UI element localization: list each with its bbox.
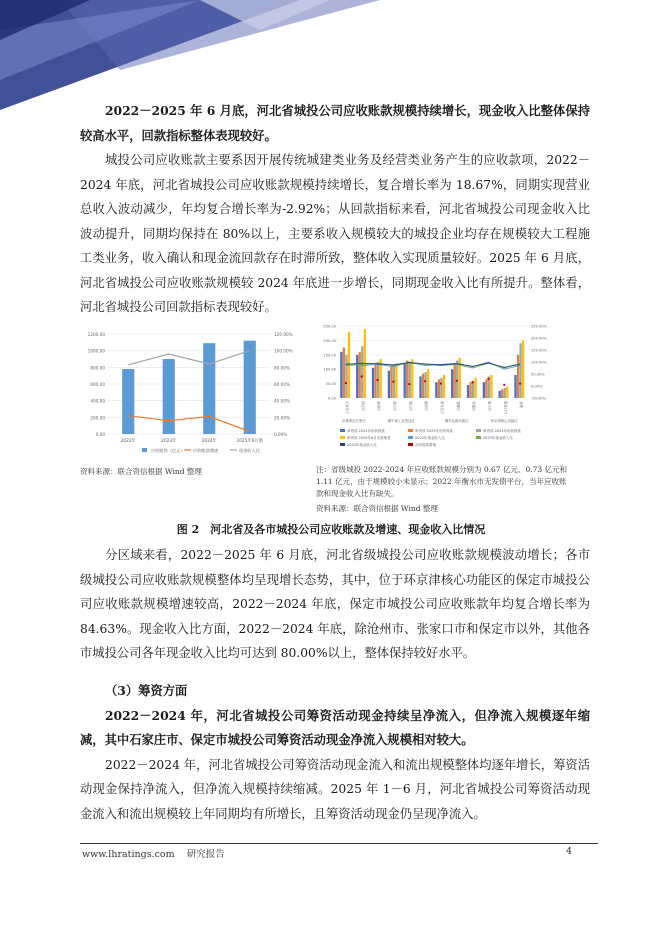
x-group-label: 环京津核心功能区 <box>490 419 518 423</box>
bar <box>469 382 471 398</box>
y-right-tick: 80.00% <box>274 365 290 371</box>
bar <box>485 379 487 398</box>
legend-swatch <box>408 436 413 439</box>
x-tick-label: 沧州市 <box>376 401 381 412</box>
x-tick-label: 廊坊市 <box>424 401 429 412</box>
y-left-tick: 0.00 <box>327 396 336 401</box>
legend-swatch <box>476 429 481 432</box>
section-2 <box>80 543 590 666</box>
bar <box>467 385 469 398</box>
right-chart-note: 注：省级城投 2022-2024 年应收账款规模分别为 0.67 亿元、0.73 亿元和 1.11 亿元，由于规模较小未显示；2022 年衡水市无发债平台，当年应收账款和现金收入比有缺失。 <box>316 465 568 498</box>
x-tick-label: 省级 <box>519 401 524 408</box>
bar <box>361 346 363 398</box>
legend-swatch <box>408 429 413 432</box>
y-right-tick: 100.00% <box>531 360 547 365</box>
y-right-tick: 150.00% <box>531 348 547 353</box>
bar <box>340 352 342 398</box>
scatter-point <box>408 383 410 385</box>
legend-label: 单列项 2022年应收账款 <box>347 429 386 433</box>
y-right-tick: 0.00% <box>531 384 543 389</box>
legend-swatch <box>142 448 147 452</box>
legend-swatch <box>476 436 481 439</box>
y-right-tick: 40.00% <box>274 398 290 404</box>
bar <box>451 369 453 398</box>
y-left-tick: 150.00 <box>323 353 336 358</box>
scatter-point <box>503 384 505 386</box>
x-tick-label: 2025年6月底 <box>236 439 264 444</box>
x-tick-label: 2023年 <box>161 439 177 444</box>
bar <box>374 365 376 398</box>
right-chart-source: 资料来源：联合资信根据 Wind 整理 <box>316 504 438 513</box>
y-right-tick: 20.00% <box>274 415 290 421</box>
y-left-tick: 600.00 <box>90 382 105 387</box>
bar <box>499 391 501 398</box>
footer-divider <box>80 843 598 844</box>
y-left-tick: 0.00 <box>95 432 105 437</box>
y-left-tick: 1000.00 <box>87 348 105 354</box>
x-group-label: 冀东沿海功能区 <box>444 419 469 423</box>
legend-label: 应收账款增速 <box>193 448 219 453</box>
y-left-tick: 200.00 <box>323 338 336 343</box>
bar <box>122 369 134 434</box>
y-right-tick: -50.00% <box>531 396 546 401</box>
section-3-body: 2022－2024 年，河北省城投公司筹资活动现金流入和流出规模整体均逐年增长，筹资活动现金保持净流入，但净流入规模持续缩减。2025 年 1－6 月，河北省城投公司筹资活动现金流入和流出规模较上年同期均有所增长，且筹资活动现金仍呈现净流入。 <box>80 757 590 821</box>
x-tick-label: 2024年 <box>201 439 217 444</box>
receivables-national-chart <box>80 326 315 464</box>
bar <box>483 382 485 398</box>
legend-label: 2023年现金收入比 <box>483 436 513 440</box>
left-chart-source: 资料来源：联合资信根据 Wind 整理 <box>80 467 202 476</box>
bar <box>435 382 437 398</box>
bar <box>519 343 521 398</box>
x-tick-label: 张家口市 <box>503 401 508 415</box>
y-right-tick: 100.00% <box>274 348 293 354</box>
x-group-label: 京雄保定石家庄 <box>341 419 366 423</box>
y-left-tick: 800.00 <box>90 365 105 371</box>
x-tick-label: 唐山市 <box>408 401 413 412</box>
legend-label: 单列项 2024年应收账款 <box>483 429 522 433</box>
legend-swatch <box>340 443 345 446</box>
section-1-body: 城投公司应收账款主要系因开展传统城建类业务及经营类业务产生的应收款项，2022－2024 年底，河北省城投公司应收账款规模持续增长，复合增长率为 18.67%，同期实现营业总收入波动减少，年均复合增长率为-2.92%；从回款指标来看，河北省城投公司现金收入比波动提升，同期均保持在 80%以上，主要系收入规模较大的城投企业均存在规模较大工程施工类业务，收入确认和现金流回款存在时滞所致，整体收入实现质量较好。2025 年 6 月底，河北省城投公司应收账款规模较 2024 年底进一步增长，同期现金收入比有所提升。整体看，河北省城投公司回款指标表现较好。 <box>80 153 590 314</box>
x-tick-label: 邯郸市 <box>455 401 460 412</box>
bar <box>474 378 476 398</box>
x-tick-label: 石家庄市 <box>344 401 349 415</box>
bar <box>356 355 358 398</box>
bar <box>404 363 406 398</box>
y-right-tick: 0.00% <box>274 432 288 437</box>
bar <box>395 363 397 398</box>
footer-report-type: 研究报告 <box>186 849 225 860</box>
bar <box>427 369 429 398</box>
y-right-tick: 120.00% <box>274 332 293 337</box>
bar <box>388 371 390 398</box>
bar <box>343 348 345 398</box>
bar <box>443 375 445 398</box>
bar <box>424 372 426 398</box>
bar <box>422 374 424 398</box>
x-tick-label: 2022年 <box>120 439 136 444</box>
x-tick-label: 保定市 <box>360 401 365 412</box>
bar <box>203 343 215 434</box>
scatter-point <box>519 383 521 385</box>
footer-left <box>82 846 225 860</box>
bar <box>163 359 175 434</box>
legend-label: 应收账款（亿元） <box>151 448 185 453</box>
y-left-tick: 100.00 <box>323 367 336 372</box>
scatter-point <box>440 383 442 385</box>
section-1-heading: 2022－2025 年 6 月底，河北省城投公司应收账款规模持续增长，现金收入比整体保持较高水平，回款指标整体表现较好。 <box>80 103 590 143</box>
bar <box>419 376 421 398</box>
bar <box>409 363 411 398</box>
bar <box>504 388 506 398</box>
section-1 <box>80 99 590 320</box>
scatter-point <box>392 381 394 383</box>
y-left-tick: 250.00 <box>323 324 336 329</box>
section-3-heading: 2022－2024 年，河北省城投公司筹资活动现金持续呈净流入，但净流入规模逐年缩减，其中石家庄市、保定市城投公司筹资活动现金净流入规模相对较大。 <box>80 707 590 747</box>
legend-label: 2024年现金收入比 <box>347 443 377 447</box>
receivables-by-city-chart <box>318 320 558 460</box>
scatter-point <box>424 380 426 382</box>
legend-swatch <box>340 436 345 439</box>
x-group-label: 冀中南工业发达区 <box>387 419 415 423</box>
legend-swatch <box>408 443 413 446</box>
bar <box>345 355 347 398</box>
bar <box>359 352 361 398</box>
scatter-point <box>487 378 489 380</box>
x-tick-label: 邢台市 <box>392 401 397 412</box>
legend-label: 应收账款增速 <box>415 443 436 447</box>
legend-label: 单列项 2025年6月应收账款 <box>347 436 391 440</box>
legend-label: 现金收入比 <box>239 448 260 453</box>
x-tick-label: 承德市 <box>471 401 476 412</box>
line-series <box>128 416 250 432</box>
bar <box>506 386 508 398</box>
y-left-tick: 400.00 <box>90 398 105 404</box>
scatter-point <box>376 379 378 381</box>
scatter-point <box>456 380 458 382</box>
scatter-point <box>345 382 347 384</box>
y-right-tick: 200.00% <box>531 336 547 341</box>
bar <box>244 341 256 434</box>
bar <box>438 379 440 398</box>
line-series <box>128 351 250 365</box>
section-2-body: 分区域来看，2022－2025 年 6 月底，河北省级城投公司应收账款规模波动增长；各市级城投公司应收账款规模整体均呈现增长态势，其中，位于环京津核心功能区的保定市城投公司应收账款规模增速较高，2022－2024 年底，保定市城投公司应收账款年均复合增长率为 84.63%。现金收入比方面，2022－2024 年底，除沧州市、张家口市和保定市以外，其他各市城投公司各年现金收入比均可达到 80.00%以上，整体保持较好水平。 <box>80 548 590 660</box>
bar <box>454 365 456 398</box>
header-decoration <box>0 0 662 110</box>
bar <box>440 378 442 398</box>
y-right-tick: 50.00% <box>531 372 545 377</box>
y-left-tick: 1200.00 <box>87 332 105 337</box>
y-left-tick: 200.00 <box>90 415 105 421</box>
bar <box>406 361 408 398</box>
bar <box>517 355 519 398</box>
scatter-point <box>361 375 363 377</box>
bar <box>522 340 524 398</box>
bar <box>490 375 492 398</box>
x-tick-label: 秦皇岛市 <box>439 401 444 415</box>
y-left-tick: 50.00 <box>325 382 336 387</box>
legend-swatch <box>340 429 345 432</box>
page-number: 4 <box>566 846 573 857</box>
bar <box>372 368 374 398</box>
scatter-point <box>471 381 473 383</box>
footer-website[interactable]: www.lhratings.com <box>82 849 175 860</box>
section-3-title: （3）筹资方面 <box>105 683 188 698</box>
legend-label: 单列项 2023年应收账款 <box>415 429 454 433</box>
legend-label: 2022年现金收入比 <box>415 436 445 440</box>
bar <box>501 389 503 398</box>
y-right-tick: 250.00% <box>531 324 547 329</box>
y-right-tick: 60.00% <box>274 382 290 387</box>
section-3 <box>80 679 590 826</box>
bar <box>390 366 392 398</box>
x-tick-label: 衡水市 <box>487 401 492 412</box>
bar <box>411 359 413 398</box>
figure-caption: 图 2 河北省及各市城投公司应收账款及增速、现金收入比情况 <box>176 523 486 536</box>
bar <box>514 375 516 398</box>
bar <box>456 361 458 398</box>
